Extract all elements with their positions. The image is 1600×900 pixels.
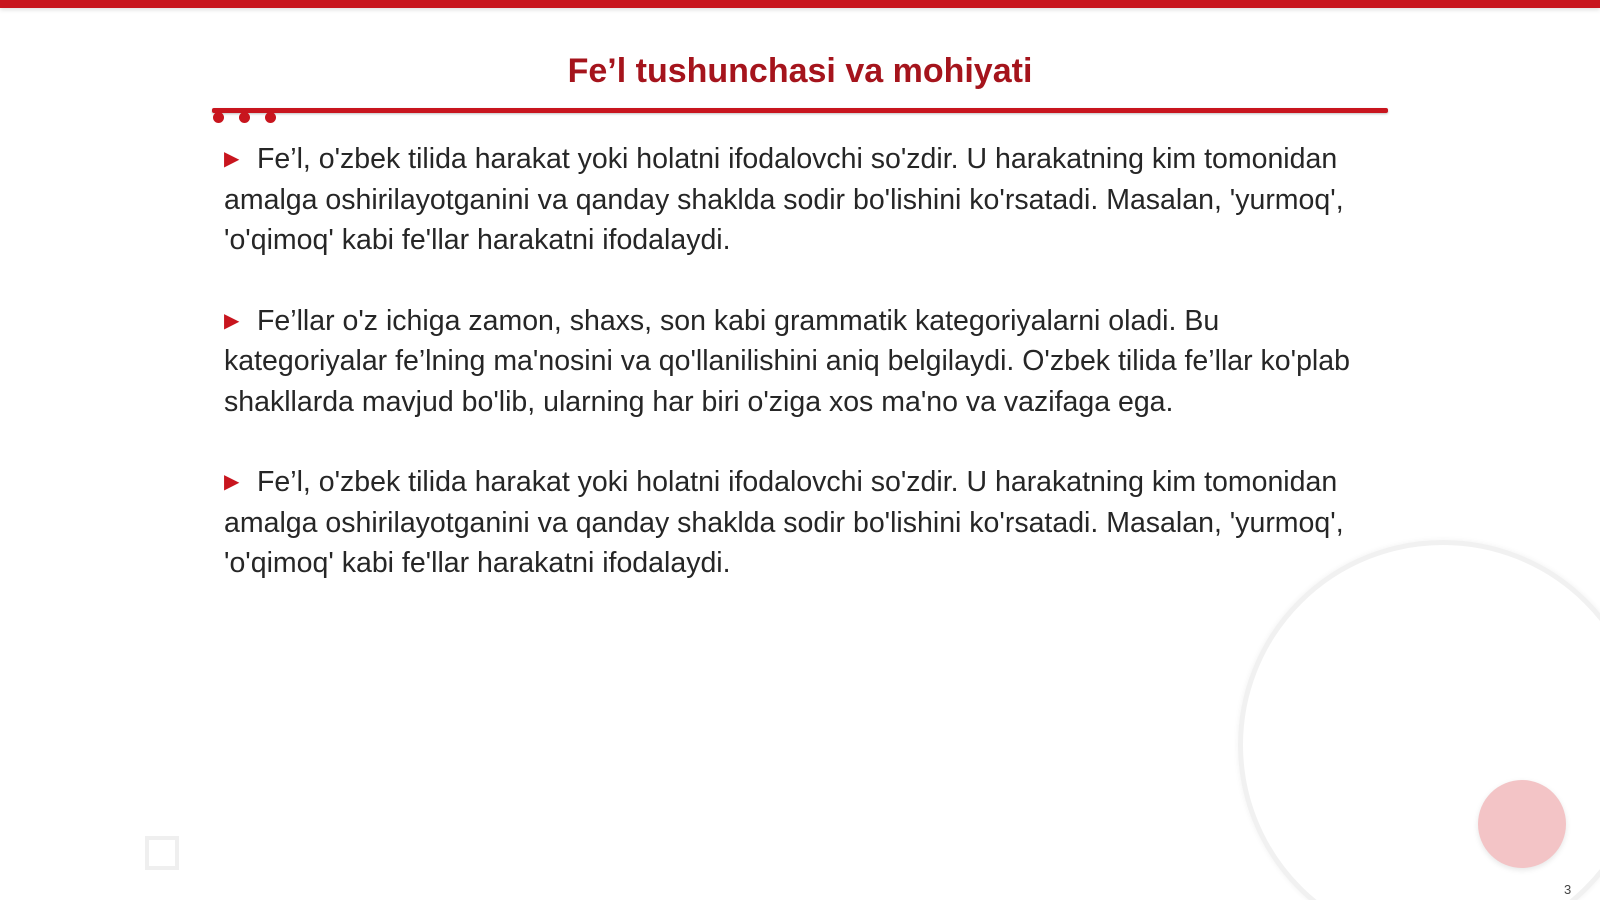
- bullet-paragraph: [224, 462, 1354, 584]
- triangle-bullet-icon: ▶: [224, 148, 240, 170]
- paragraph-text: Fe’l, o'zbek tilida harakat yoki holatni ifodalovchi so'zdir. U harakatning kim tomonidan amalga oshirilayotganini va qanday shaklda sodir bo'lishini ko'rsatadi. Masalan, 'yurmoq', 'o'qimoq' kabi fe'llar harakatni ifodalaydi.: [224, 466, 1344, 579]
- underline-dot: [265, 112, 276, 123]
- top-accent-bar: [0, 0, 1600, 8]
- bullet-list: [224, 139, 1354, 624]
- bullet-paragraph: [224, 301, 1354, 423]
- paragraph-text: Fe’l, o'zbek tilida harakat yoki holatni ifodalovchi so'zdir. U harakatning kim tomonidan amalga oshirilayotganini va qanday shaklda sodir bo'lishini ko'rsatadi. Masalan, 'yurmoq', 'o'qimoq' kabi fe'llar harakatni ifodalaydi.: [224, 143, 1344, 256]
- title-underline: [212, 108, 1388, 113]
- decorative-pink-circle: [1478, 780, 1566, 868]
- decorative-square-outline: [145, 836, 179, 870]
- triangle-bullet-icon: ▶: [224, 471, 240, 493]
- underline-dot: [213, 112, 224, 123]
- bullet-paragraph: [224, 139, 1354, 261]
- slide-title: Fe’l tushunchasi va mohiyati: [567, 52, 1033, 90]
- page-number: 3: [1564, 882, 1572, 897]
- underline-dot: [239, 112, 250, 123]
- paragraph-text: Fe’llar o'z ichiga zamon, shaxs, son kabi grammatik kategoriyalarni oladi. Bu kategoriyalar fe’lning ma'nosini va qo'llanilishini aniq belgilaydi. O'zbek tilida fe’llar ko'plab shakllarda mavjud bo'lib, ularning har biri o'ziga xos ma'no va vazifaga ega.: [224, 304, 1350, 418]
- triangle-bullet-icon: ▶: [224, 309, 240, 332]
